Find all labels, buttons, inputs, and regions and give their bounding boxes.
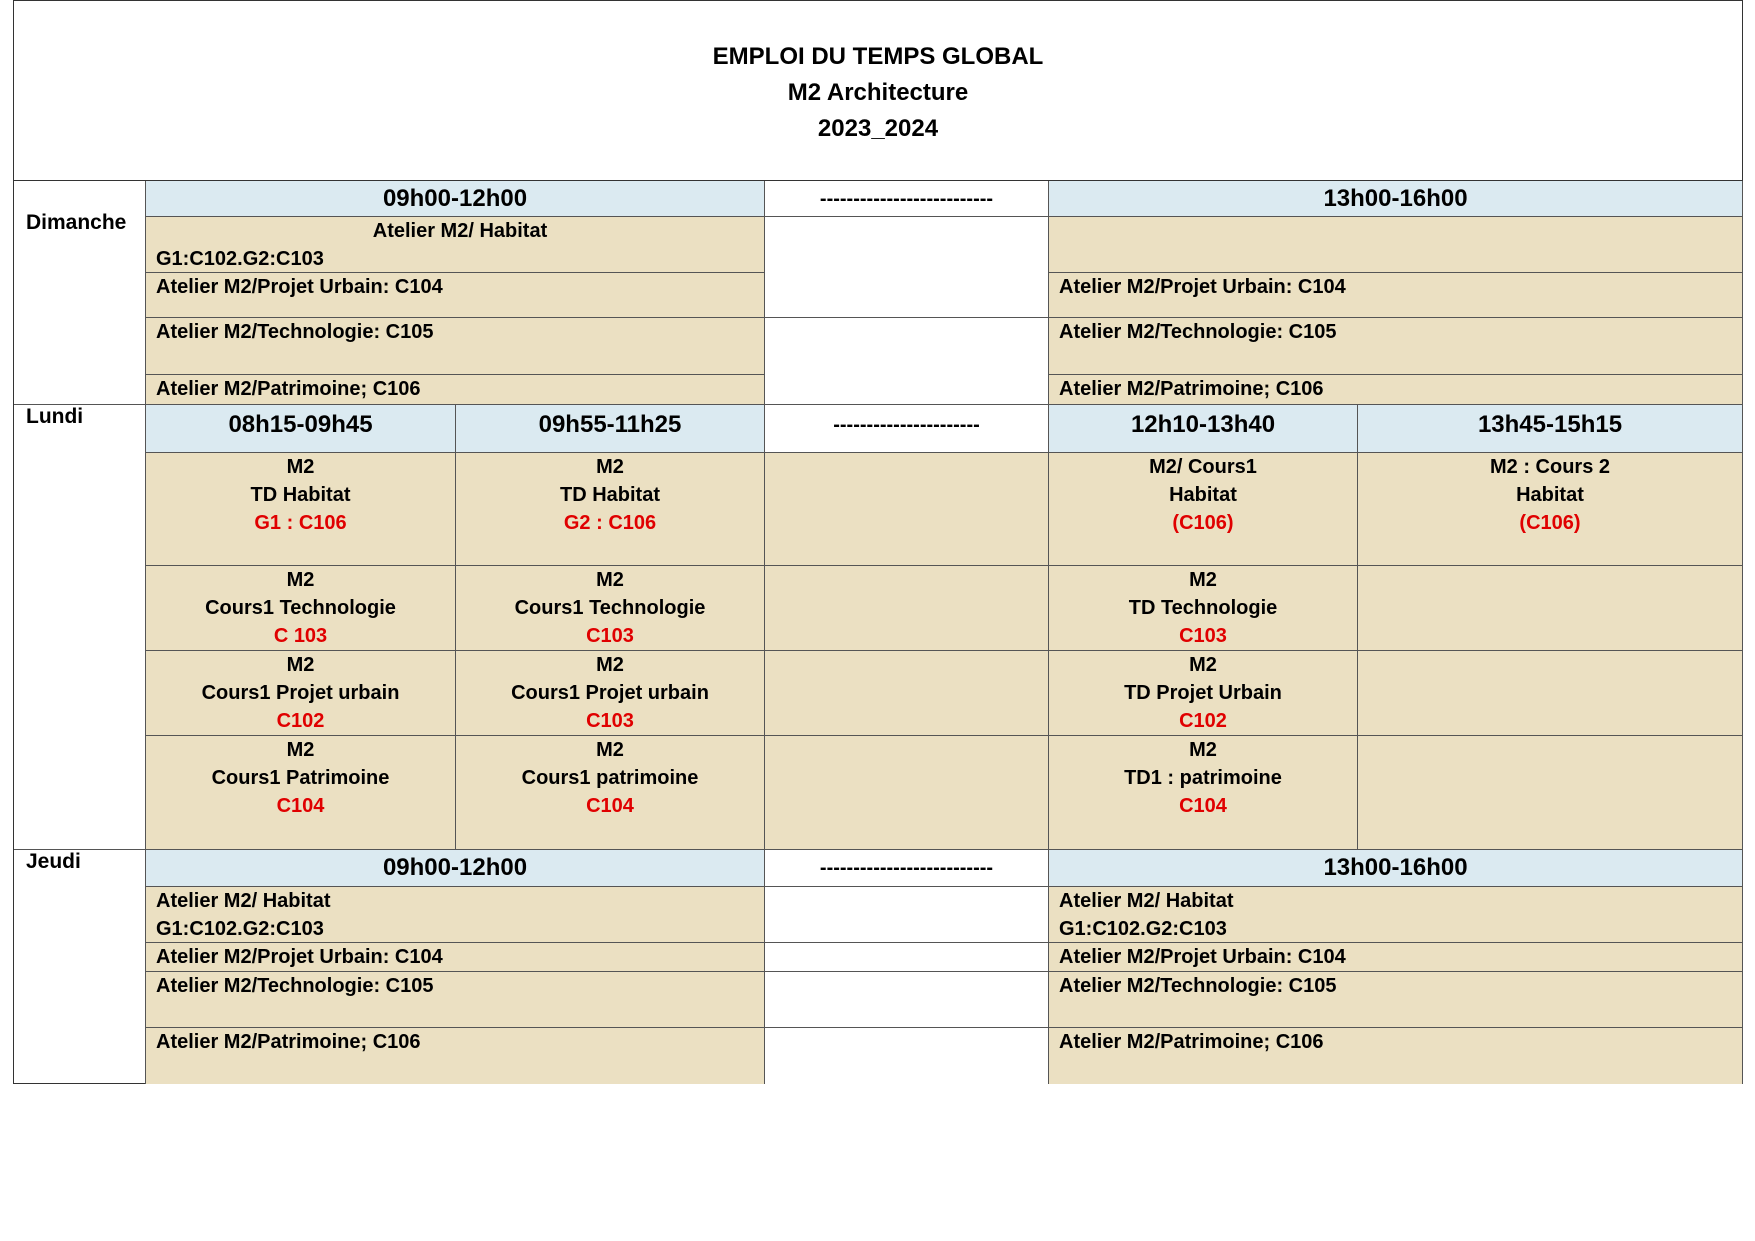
dimanche-am-patrimoine: Atelier M2/Patrimoine; C106 [146,375,765,405]
title-block [14,1,1742,181]
lundi-r2-c2: M2 Cours1 Technologie C103 [456,566,765,651]
lundi-slot3-header: 12h10-13h40 [1049,405,1358,453]
dimanche-am-urbain: Atelier M2/Projet Urbain: C104 [146,273,765,318]
lundi-slot4-header: 13h45-15h15 [1358,405,1743,453]
jeudi-am-techno: Atelier M2/Technologie: C105 [146,972,765,1028]
lundi-slot2-header: 09h55-11h25 [456,405,765,453]
jeudi-am-patrimoine: Atelier M2/Patrimoine; C106 [146,1028,765,1084]
day-label-jeudi: Jeudi [26,850,81,873]
jeudi-afternoon-header: 13h00-16h00 [1049,850,1743,887]
lundi-slot1-header: 08h15-09h45 [146,405,456,453]
title-line-2: M2 Architecture [787,79,969,106]
title-line-3: 2023_2024 [817,115,939,142]
jeudi-pause-cell-3 [765,972,1049,1028]
lundi-r3-pause [765,651,1049,736]
jeudi-am-urbain: Atelier M2/Projet Urbain: C104 [146,943,765,972]
lundi-r2-c3: M2 TD Technologie C103 [1049,566,1358,651]
lundi-r2-c1: M2 Cours1 Technologie C 103 [146,566,456,651]
dimanche-pause-header: -------------------------- [765,181,1049,217]
dimanche-am-habitat: Atelier M2/ Habitat G1:C102.G2:C103 [146,217,765,273]
lundi-r1-c3: M2/ Cours1 Habitat (C106) [1049,453,1358,566]
jeudi-pause-cell-4 [765,1028,1049,1084]
jeudi-am-habitat: Atelier M2/ Habitat G1:C102.G2:C103 [146,887,765,943]
jeudi-pause-cell-2 [765,943,1049,972]
title-line-1: EMPLOI DU TEMPS GLOBAL [712,43,1044,70]
day-label-lundi: Lundi [26,405,84,428]
lundi-r4-c2: M2 Cours1 patrimoine C104 [456,736,765,850]
lundi-r4-c3: M2 TD1 : patrimoine C104 [1049,736,1358,850]
lundi-r3-c4 [1358,651,1743,736]
dimanche-pm-techno: Atelier M2/Technologie: C105 [1049,318,1743,375]
lundi-r2-pause [765,566,1049,651]
lundi-r1-c2: M2 TD Habitat G2 : C106 [456,453,765,566]
day-cell-dimanche [14,181,146,405]
lundi-r2-c4 [1358,566,1743,651]
jeudi-pm-patrimoine: Atelier M2/Patrimoine; C106 [1049,1028,1743,1084]
day-label-dimanche: Dimanche [26,211,127,234]
dimanche-morning-header: 09h00-12h00 [146,181,765,217]
day-cell-lundi [14,405,146,850]
lundi-r3-c3: M2 TD Projet Urbain C102 [1049,651,1358,736]
dimanche-pm-patrimoine: Atelier M2/Patrimoine; C106 [1049,375,1743,405]
dimanche-pause-cell-1 [765,217,1049,318]
lundi-r3-c2: M2 Cours1 Projet urbain C103 [456,651,765,736]
jeudi-pm-habitat: Atelier M2/ Habitat G1:C102.G2:C103 [1049,887,1743,943]
jeudi-pause-cell-1 [765,887,1049,943]
dimanche-pm-empty [1049,217,1743,273]
jeudi-pm-techno: Atelier M2/Technologie: C105 [1049,972,1743,1028]
lundi-r4-c1: M2 Cours1 Patrimoine C104 [146,736,456,850]
lundi-r3-c1: M2 Cours1 Projet urbain C102 [146,651,456,736]
timetable [13,0,1743,1084]
lundi-r1-c4: M2 : Cours 2 Habitat (C106) [1358,453,1743,566]
lundi-pause-header: ---------------------- [765,405,1049,453]
jeudi-morning-header: 09h00-12h00 [146,850,765,887]
lundi-r4-pause [765,736,1049,850]
lundi-r1-pause [765,453,1049,566]
lundi-r1-c1: M2 TD Habitat G1 : C106 [146,453,456,566]
day-cell-jeudi [14,850,146,1084]
dimanche-am-techno: Atelier M2/Technologie: C105 [146,318,765,375]
dimanche-pause-cell-2 [765,318,1049,405]
jeudi-pause-header: -------------------------- [765,850,1049,887]
dimanche-afternoon-header: 13h00-16h00 [1049,181,1743,217]
dimanche-pm-urbain: Atelier M2/Projet Urbain: C104 [1049,273,1743,318]
lundi-r4-c4 [1358,736,1743,850]
jeudi-pm-urbain: Atelier M2/Projet Urbain: C104 [1049,943,1743,972]
